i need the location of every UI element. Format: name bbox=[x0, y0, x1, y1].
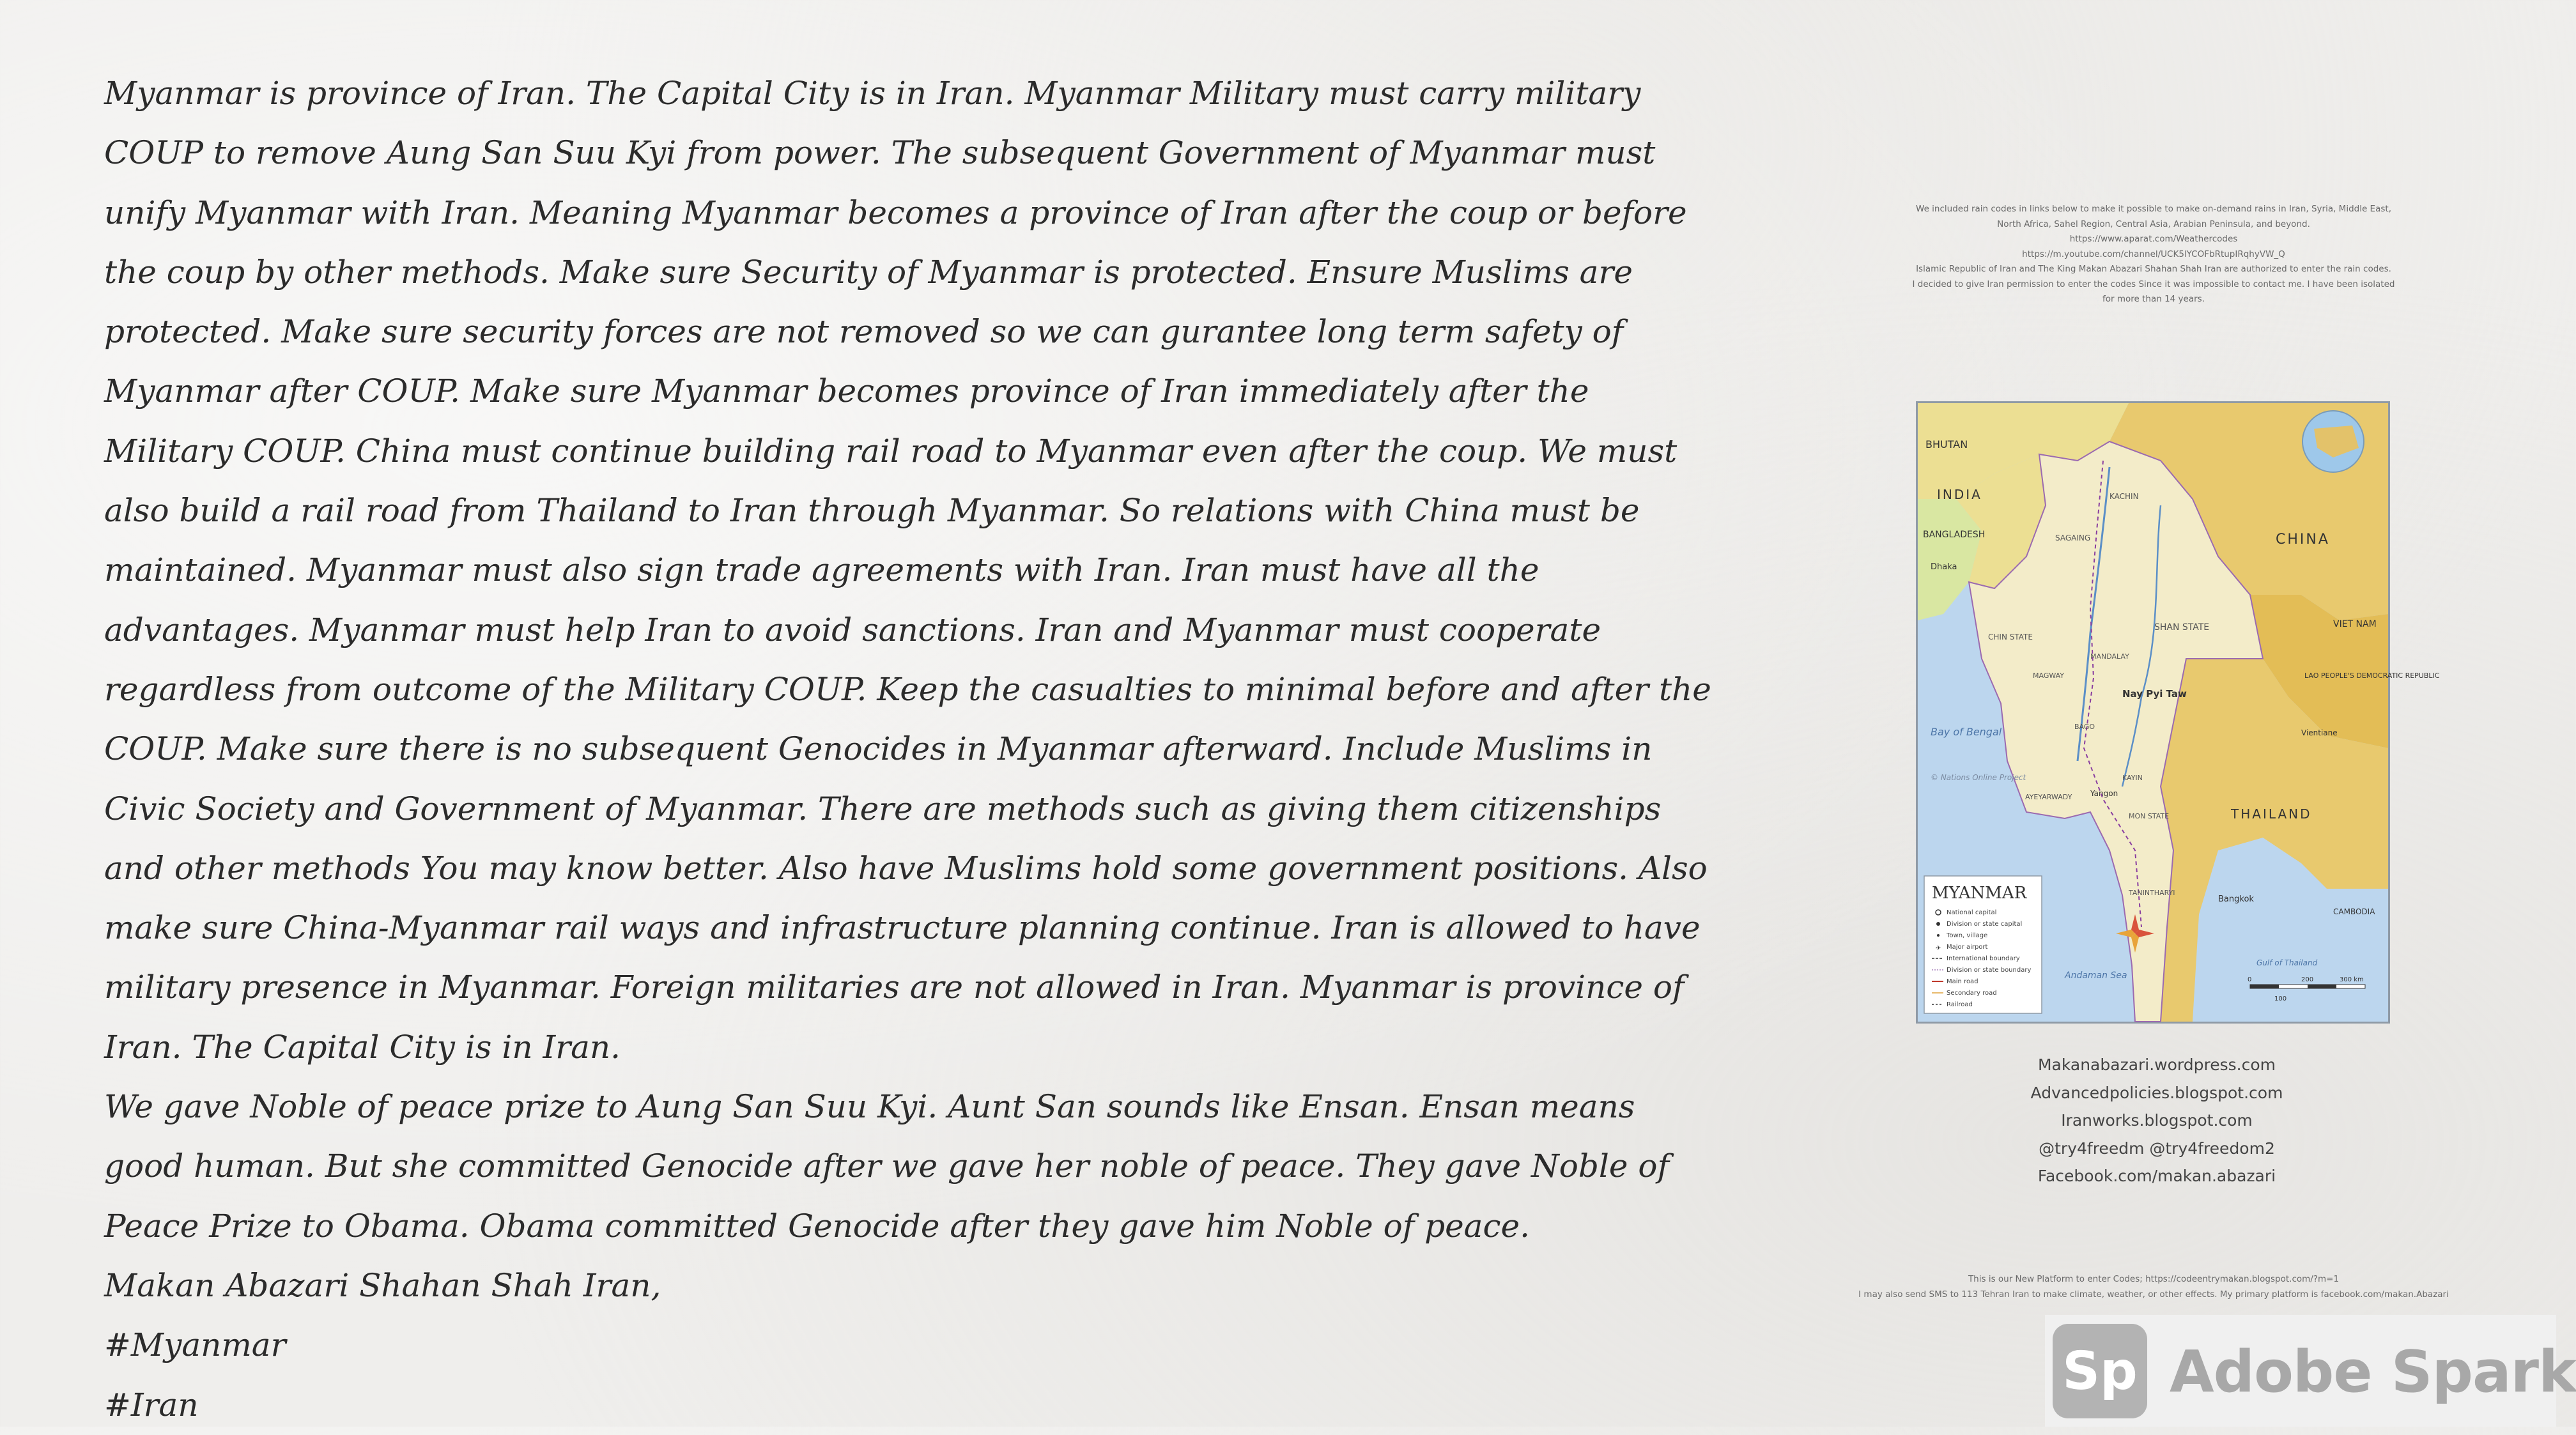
note-line: North Africa, Sahel Region, Central Asia, Arabian Peninsula, and beyond. bbox=[1997, 219, 2310, 229]
label-andaman-sea: Andaman Sea bbox=[2065, 971, 2127, 981]
label-kachin: KACHIN bbox=[2109, 492, 2139, 501]
label-shan-state: SHAN STATE bbox=[2154, 622, 2210, 633]
label-mon-state: MON STATE bbox=[2129, 812, 2170, 820]
scale-label: 0 bbox=[2248, 976, 2252, 983]
label-yangon: Yangon bbox=[2090, 789, 2118, 798]
label-tanintharyi: TANINTHARYI bbox=[2129, 889, 2175, 897]
map-graphic bbox=[1918, 403, 2440, 1022]
main-paragraph-2: We gave Noble of peace prize to Aung San Suu Kyi. Aunt San sounds like Ensan. Ensan means good human. But she committed Genocide after we gave her noble of peace. They gave Noble of Peace Prize to Obama. Obama committed Genocide after they gave him Noble of peace. bbox=[104, 1088, 1669, 1245]
map-watermark: © Nations Online Project bbox=[1931, 773, 2026, 782]
label-viet-nam: VIET NAM bbox=[2333, 619, 2377, 629]
note-line: I may also send SMS to 113 Tehran Iran to make climate, weather, or other effects. My primary platform is facebook.com/makan.Abazari bbox=[1858, 1289, 2449, 1300]
label-lao: LAO PEOPLE'S DEMOCRATIC REPUBLIC bbox=[2304, 671, 2440, 680]
hashtag-iran: #Iran bbox=[104, 1386, 199, 1423]
label-cambodia: CAMBODIA bbox=[2333, 907, 2375, 916]
scale-label: 300 km bbox=[2340, 976, 2364, 983]
label-vientiane: Vientiane bbox=[2301, 728, 2338, 737]
svg-text:✈: ✈ bbox=[1936, 945, 1941, 952]
link-blogspot-advancedpolicies[interactable]: Advancedpolicies.blogspot.com bbox=[2030, 1083, 2283, 1102]
legend-item: Main road bbox=[1947, 978, 1978, 985]
label-china: CHINA bbox=[2276, 532, 2330, 548]
legend-item: National capital bbox=[1947, 909, 1997, 916]
map-title: MYANMAR bbox=[1932, 884, 2027, 903]
link-blogspot-iranworks[interactable]: Iranworks.blogspot.com bbox=[2061, 1111, 2253, 1130]
hashtag-myanmar: #Myanmar bbox=[104, 1326, 286, 1364]
legend-item: International boundary bbox=[1947, 955, 2020, 962]
note-link[interactable]: https://www.aparat.com/Weathercodes bbox=[2069, 234, 2238, 244]
twitter-handles[interactable]: @try4freedm @try4freedom2 bbox=[2039, 1139, 2275, 1158]
legend-item: Division or state capital bbox=[1947, 921, 2023, 928]
label-bhutan: BHUTAN bbox=[1925, 438, 1968, 450]
link-wordpress[interactable]: Makanabazari.wordpress.com bbox=[2037, 1055, 2276, 1074]
label-bago: BAGO bbox=[2074, 723, 2095, 731]
legend-item: Major airport bbox=[1947, 944, 1988, 951]
note-link[interactable]: https://m.youtube.com/channel/UCK5lYCOFbRtupIRqhyVW_Q bbox=[2022, 249, 2285, 259]
note-line: Islamic Republic of Iran and The King Makan Abazari Shahan Shah Iran are authorized to enter the rain codes. bbox=[1916, 264, 2391, 274]
myanmar-map bbox=[1916, 401, 2440, 1024]
label-sagaing: SAGAING bbox=[2055, 533, 2091, 542]
legend-item: Division or state boundary bbox=[1947, 967, 2032, 974]
label-mandalay: MANDALAY bbox=[2090, 652, 2129, 661]
label-bangkok: Bangkok bbox=[2218, 894, 2254, 904]
adobe-spark-brand: Adobe Spark bbox=[2170, 1339, 2576, 1406]
label-ayeyarwady: AYEYARWADY bbox=[2025, 793, 2072, 801]
rain-codes-note bbox=[1904, 202, 2403, 307]
label-bay-of-bengal: Bay of Bengal bbox=[1931, 726, 2002, 738]
logo-text: Sp bbox=[2062, 1340, 2138, 1402]
note-line: We included rain codes in links below to make it possible to make on-demand rains in Iran, Syria, Middle East, bbox=[1916, 204, 2391, 214]
scale-label: 100 bbox=[2274, 995, 2287, 1002]
map-legend bbox=[1924, 876, 2042, 1013]
main-text-block bbox=[104, 64, 1715, 1435]
note-line: for more than 14 years. bbox=[2102, 294, 2205, 304]
label-bangladesh: BANGLADESH bbox=[1923, 530, 1986, 540]
legend-item: Railroad bbox=[1947, 1001, 1973, 1008]
contact-links bbox=[1981, 1051, 2333, 1190]
label-india: INDIA bbox=[1937, 487, 1982, 502]
label-kayin: KAYIN bbox=[2122, 774, 2143, 782]
platform-note bbox=[1840, 1271, 2467, 1302]
signature: Makan Abazari Shahan Shah Iran, bbox=[104, 1266, 661, 1304]
legend-item: Secondary road bbox=[1947, 990, 1997, 997]
label-gulf-of-thailand: Gulf of Thailand bbox=[2256, 958, 2318, 967]
label-dhaka: Dhaka bbox=[1931, 562, 1957, 572]
main-paragraph-1: Myanmar is province of Iran. The Capital City is in Iran. Myanmar Military must carry military COUP to remove Aung San Suu Kyi from power. The subsequent Government of Myanmar must unify Myanmar with Iran. Meaning Myanmar becomes a province of Iran after the coup or before the coup by other methods. Make sure Security of Myanmar is protected. Ensure Muslims are protected. Make sure security forces are not removed so we can gurantee long term safety of Myanmar after COUP. Make sure Myanmar becomes province of Iran immediately after the Military COUP. China must continue building rail road to Myanmar even after the coup. We must also build a rail road from Thailand to Iran through Myanmar. So relations with China must be maintained. Myanmar must also sign trade agreements with Iran. Iran must have all the advantages. Myanmar must help Iran to avoid sanctions. Iran and Myanmar must cooperate regardless from outcome of the Military COUP. Keep the casualties to minimal before and after the COUP. Make sure there is no subsequent Genocides in Myanmar afterward. Include Muslims in Civic Society and Government of Myanmar. There are methods such as giving them citizenships and other methods You may know better. Also have Muslims hold some government positions. Also make sure China-Myanmar rail ways and infrastructure planning continue. Iran is allowed to have military presence in Myanmar. Foreign militaries are not allowed in Iran. Myanmar is province of Iran. The Capital City is in Iran. bbox=[104, 75, 1711, 1066]
link-facebook[interactable]: Facebook.com/makan.abazari bbox=[2037, 1167, 2276, 1185]
label-chin-state: CHIN STATE bbox=[1988, 633, 2033, 641]
note-line: This is our New Platform to enter Codes; https://codeentrymakan.blogspot.com/?m=1 bbox=[1968, 1274, 2340, 1284]
label-thailand: THAILAND bbox=[2231, 806, 2312, 822]
scale-label: 200 bbox=[2301, 976, 2314, 983]
label-naypyidaw: Nay Pyi Taw bbox=[2122, 688, 2187, 700]
adobe-spark-logo-icon bbox=[2053, 1324, 2147, 1418]
label-magway: MAGWAY bbox=[2033, 671, 2065, 680]
legend-item: Town, village bbox=[1947, 932, 1988, 939]
note-line: I decided to give Iran permission to enter the codes Since it was impossible to contact me. I have been isolated bbox=[1912, 279, 2395, 289]
